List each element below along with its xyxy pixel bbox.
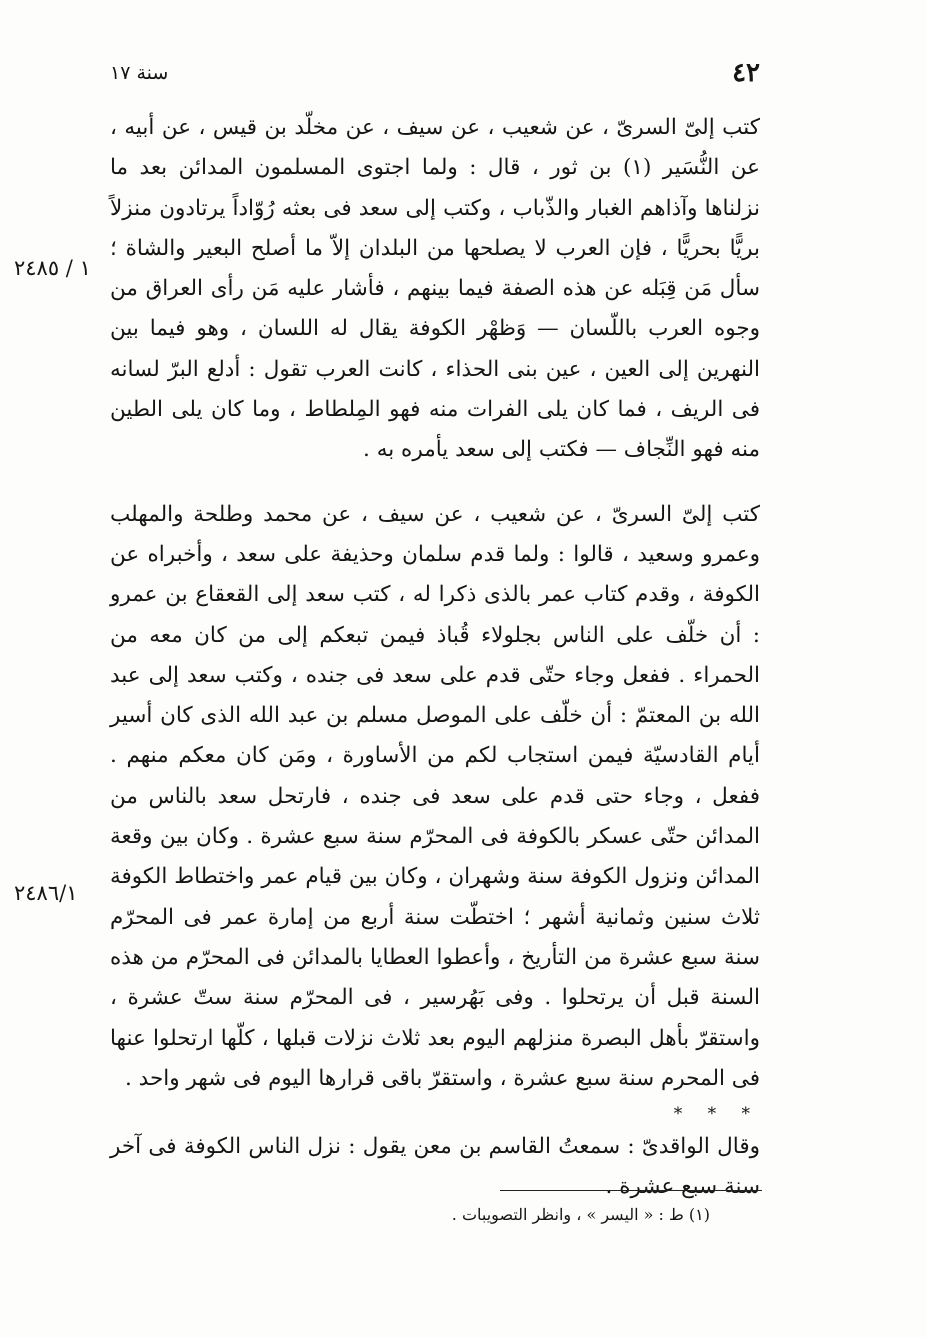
margin-reference-2: ٢٤٨٦/١: [14, 881, 78, 905]
paragraph-gap: [110, 471, 760, 495]
paragraph-3: وقال الواقدىّ : سمعتُ القاسم بن معن يقول : نزل الناس الكوفة فى آخر سنة سبع عشرة .: [110, 1134, 760, 1200]
running-head-year: سنة ١٧: [110, 62, 169, 84]
paragraph-1: كتب إلىّ السرىّ ، عن شعيب ، عن سيف ، عن مخلّد بن قيس ، عن أبيه ، عن النُّسَير (١) بن ثور ، قال : ولما اجتوى المسلمون المدائن بعد ما نزلناها وآذاهم الغبار والذّباب ، وكتب إلى سعد فى بعثه رُوّاداً يرتادون منزلاً بريًّا بحريًّا ، فإن العرب لا يصلحها من البلدان إلاّ ما أصلح البعير والشاة ؛ سأل مَن قِبَله عن هذه الصفة فيما بينهم ، فأشار عليه مَن رأى العراق من وجوه العرب باللّسان — وَظهْر الكوفة يقال له اللسان ، وهو فيما بين النهرين إلى العين ، عين بنى الحذاء ، كانت العرب تقول : أدلع البرّ لسانه فى الريف ، فما كان يلى الفرات منه فهو المِلطاط ، وما كان يلى الطين منه فهو النِّجاف — فكتب إلى سعد يأمره به .: [110, 115, 760, 463]
footnote: (١) ط : « اليسر » ، وانظر التصويبات .: [451, 1205, 710, 1224]
page-number: ٤٢: [732, 58, 760, 88]
margin-reference-1: ١ / ٢٤٨٥: [14, 256, 91, 280]
page-header: [110, 58, 760, 92]
main-text: [110, 108, 760, 1208]
footnote-divider: [500, 1190, 762, 1191]
section-separator: * * *: [673, 1104, 760, 1125]
paragraph-2: كتب إلىّ السرىّ ، عن شعيب ، عن سيف ، عن محمد وطلحة والمهلب وعمرو وسعيد ، قالوا : ولما قدم سلمان وحذيفة على سعد ، وأخبراه عن الكوفة ، وقدم كتاب عمر بالذى ذكرا له ، كتب سعد إلى القعقاع بن عمرو : أن خلّف على الناس بجلولاء قُباذ فيمن تبعكم إلى من كان معه من الحمراء . ففعل وجاء حتّى قدم على سعد فى جنده ، وكتب سعد إلى عبد الله بن المعتمّ : أن خلّف على الموصل مسلم بن عبد الله الذى كان أسير أيام القادسيّة فيمن استجاب لكم من الأساورة ، ومَن كان معكم منهم . ففعل ، وجاء حتى قدم على سعد فى جنده ، فارتحل سعد بالناس من المدائن حتّى عسكر بالكوفة فى المحرّم سنة سبع عشرة . وكان بين وقعة المدائن ونزول الكوفة سنة وشهران ، وكان بين قيام عمر واختطاط الكوفة ثلاث سنين وثمانية أشهر ؛ اختطّت سنة أربع من إمارة عمر فى المحرّم سنة سبع عشرة من التأريخ ، وأعطوا العطايا بالمدائن فى المحرّم من هذه السنة قبل أن يرتحلوا . وفى بَهُرسير ، فى المحرّم سنة ستّ عشرة ، واستقرّ بأهل البصرة منزلهم اليوم بعد ثلاث نزلات قبلها ، كلّها ارتحلوا عنها فى المحرم سنة سبع عشرة ، واستقرّ باقى قرارها اليوم فى شهر واحد .: [110, 501, 760, 1091]
